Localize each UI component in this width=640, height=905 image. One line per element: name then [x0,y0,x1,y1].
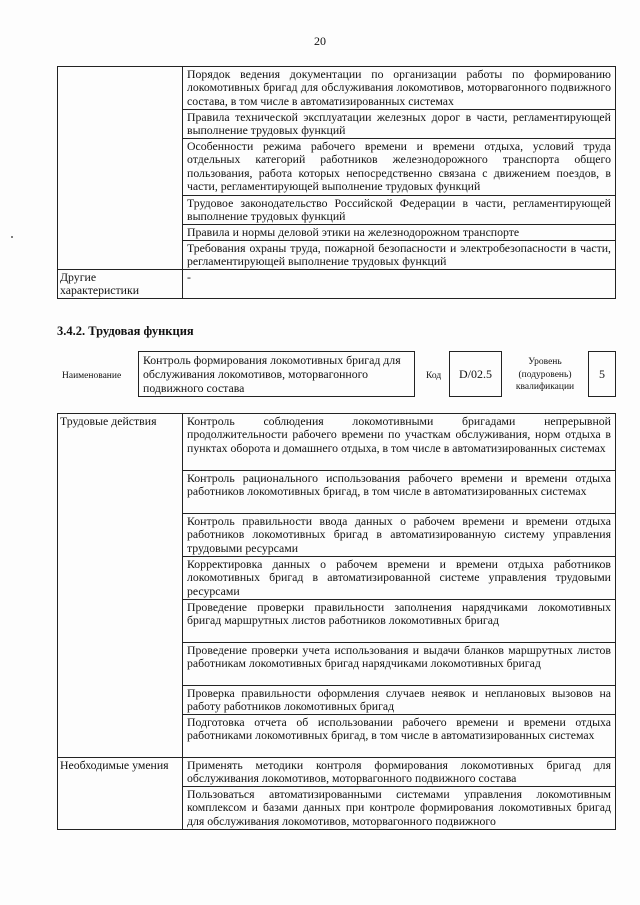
code-label: Код [426,371,442,381]
labor-action-item: Корректировка данных о рабочем времени и времени отдыха работников локомотивных бригад в автоматизированной системе управления трудовыми ресурсами [183,557,616,600]
knowledge-item: Порядок ведения документации по организации работы по формированию локомотивных бригад для обслуживания локомотивов, моторвагонного подвижного состава, в том числе в автоматизированных системах [183,67,616,110]
row-label [58,67,183,270]
function-name-box: Контроль формирования локомотивных бригад для обслуживания локомотивов, моторвагонного подвижного состава [138,351,415,397]
labor-action-item: Контроль соблюдения локомотивными бригадами непрерывной продолжительности рабочего времени по участкам обслуживания, норм отдыха в пунктах оборота и домашнего отдыха, в том числе в автоматизированных системах [183,414,616,471]
labor-action-item: Контроль рационального использования рабочего времени и времени отдыха работников локомотивных бригад, в том числе в автоматизированных системах [183,471,616,514]
labor-action-item: Подготовка отчета об использовании рабочего времени и времени отдыха работниками локомотивных бригад, в том числе в автоматизированных системах [183,715,616,758]
table-row [58,67,616,110]
qualification-level-label: Уровень (подуровень) квалификации [515,357,575,392]
requirements-table [57,66,616,299]
table-row [58,414,616,471]
section-heading: 3.4.2. Трудовая функция [57,324,194,338]
knowledge-item: Особенности режима рабочего времени и времени отдыха, условий труда отдельных категорий работников железнодорожного транспорта общего пользования, работа которых непосредственно связана с движением поездов, в части, регламентирующей выполнение трудовых функций [183,139,616,196]
skill-item: Применять методики контроля формирования локомотивных бригад для обслуживания локомотивов, моторвагонного подвижного состава [183,758,616,787]
labor-action-item: Контроль правильности ввода данных о рабочем времени и времени отдыха работников локомотивных бригад в автоматизированную систему управления трудовыми ресурсами [183,514,616,557]
page-number: 20 [314,34,326,48]
labor-action-item: Проведение проверки правильности заполнения нарядчиками локомотивных бригад маршрутных листов работников локомотивных бригад [183,600,616,643]
knowledge-item: Правила и нормы деловой этики на железнодорожном транспорте [183,225,616,241]
labor-action-item: Проверка правильности оформления случаев неявок и неплановых вызовов на работу работников локомотивных бригад [183,686,616,715]
function-details-table-body [58,414,616,830]
required-skills-label: Необходимые умения [58,758,183,830]
name-label: Наименование [62,371,122,381]
other-characteristics-label: Другие характеристики [58,270,183,299]
knowledge-item: Правила технической эксплуатации железных дорог в части, регламентирующей выполнение трудовых функций [183,110,616,139]
labor-action-item: Проведение проверки учета использования и выдачи бланков маршрутных листов работникам локомотивных бригад нарядчиками локомотивных бригад [183,643,616,686]
skill-item: Пользоваться автоматизированными системами управления локомотивным комплексом и базами данных при контроле формирования локомотивных бригад для обслуживания локомотивов, моторвагонного подвижного [183,787,616,830]
table-row [58,270,616,299]
knowledge-item: Трудовое законодательство Российской Федерации в части, регламентирующей выполнение трудовых функций [183,196,616,225]
knowledge-item: Требования охраны труда, пожарной безопасности и электробезопасности в части, регламентирующей выполнение трудовых функций [183,241,616,270]
code-value-box: D/02.5 [449,351,502,397]
scan-dot [11,236,13,238]
qualification-level-box: 5 [588,351,616,397]
other-characteristics-value: - [183,270,616,299]
requirements-table-body [58,67,616,299]
table-row [58,758,616,787]
function-details-table [57,413,616,830]
labor-actions-label: Трудовые действия [58,414,183,758]
